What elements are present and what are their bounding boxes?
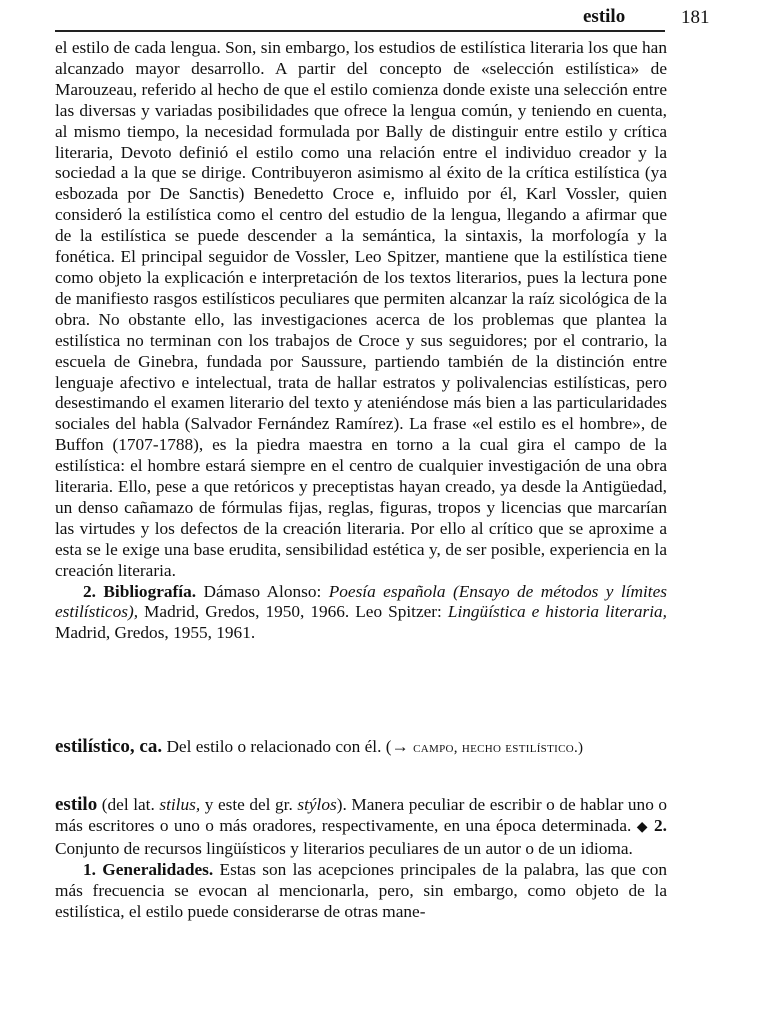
continuation-paragraph: el estilo de cada lengua. Son, sin embargo, los estudios de estilística literaria los que han alcanzado mayor desarrollo. A partir del concepto de «selección estilística» de Marouzeau, referido al hecho de que el estilo comienza donde existe una selección entre las diversas y variadas posibilidades que ofrece la lengua común, y teniendo en cuenta, al mismo tiempo, la necesidad formulada por Bally de distinguir entre estilo y crítica literaria, Devoto definió el estilo como una relación entre el individuo creador y la sociedad a la que se dirige. Contribuyeron asimismo al éxito de la crítica estilística (ya esbozada por De Sanctis) Benedetto Croce e, influido por él, Karl Vossler, quien consideró la estilística como el centro del estudio de la lengua, llegando a afirmar que de la estilística se puede descender a la semántica, la sintaxis, la morfología y la fonética. El principal seguidor de Vossler, Leo Spitzer, mantiene que la estilística tiene como objeto la explicación e interpretación de los textos literarios, pues la lectura pone de manifiesto rasgos estilísticos peculiares que permiten alcanzar la raíz sicológica de la obra. No obstante ello, las investigaciones acerca de los problemas que plantea la estilística no terminan con los trabajos de Croce y sus seguidores; por el contrario, la escuela de Ginebra, fundada por Saussure, partiendo también de la distinción entre lenguaje afectivo e intelectual, trata de hallar estratos y polivalencias estilísticas, pero desestimando el examen literario del texto y ateniéndose más bien a las particularidades sociales del habla (Salvador Fernández Ramírez). La frase «el estilo es el hombre», de Buffon (1707-1788), es la piedra maestra en torno a la cual gira el campo de la estilística: el hombre estará siempre en el centro de cualquier investigación de una obra literaria. Ello, pese a que retóricos y preceptistas hayan creado, ya desde la Antigüedad, un denso cañamazo de fórmulas fijas, reglas, figuras, tropos y licencias que marcarían las virtudes y los defectos de la creación literaria. Por ello al crítico que se aproxime a esta se le exige una base erudita, sensibilidad estética y, de ser posible, experiencia en la creación literaria. [55, 38, 667, 580]
section-heading: Generalidades. [102, 859, 214, 879]
estilo-definition-paragraph [55, 795, 667, 860]
bibliography-heading: Bibliografía. [103, 581, 197, 601]
bibliography-number: 2. [83, 581, 96, 601]
page-header [55, 4, 710, 34]
etymology-open: (del lat. [101, 795, 155, 814]
bibliography-author-2: Leo Spitzer: [355, 602, 442, 622]
bibliography-publication-2: Madrid, Gredos, 1955, 1961. [55, 623, 256, 643]
etymology-close: ). [336, 795, 347, 814]
definition-sense-1: Manera peculiar de escribir o de hablar uno o más escritores o uno o más oradores, respectivamente, en una época determinada. [55, 795, 668, 835]
bibliography-title-2: Lingüística e historia literaria, [447, 602, 667, 622]
definition-estilistico: Del estilo o relacionado con él. (→ [166, 737, 409, 756]
estilistica-continuation [55, 38, 667, 644]
bibliography-publication-1: Madrid, Gredos, 1950, 1966. [144, 602, 350, 622]
section-number: 1. [83, 859, 96, 879]
entry-estilo [55, 795, 667, 922]
etymology-latin: stilus, [159, 795, 201, 814]
page-number: 181 [681, 7, 710, 28]
headword-estilistico: estilístico, ca. [55, 736, 163, 757]
header-rule [55, 30, 665, 32]
sense-marker-diamond: ◆ [636, 819, 649, 835]
definition-sense-2: Conjunto de recursos lingüísticos y literarios peculiares de un autor o de un idioma. [55, 838, 633, 858]
bibliography-author-1: Dámaso Alonso: [203, 581, 322, 601]
bibliography-title-1: Poesía española (Ensayo de métodos y límites estilísticos), [55, 581, 667, 622]
etymology-mid: y este del gr. [204, 795, 293, 814]
generalidades-paragraph [55, 860, 667, 923]
bibliography-paragraph [55, 582, 667, 645]
headword-estilo: estilo [55, 794, 98, 815]
crossref-estilistico: campo, hecho estilístico.) [413, 740, 584, 756]
section-text: Estas son las acepciones principales de la palabra, las que con más frecuencia se evocan al mencionarla, pero, sin embargo, como objeto de la estilística, el estilo puede considerarse de otras mane- [55, 859, 668, 921]
entry-estilistico [55, 737, 667, 759]
sense-2-number: 2. [654, 815, 667, 835]
etymology-greek: stýlos [297, 795, 337, 814]
running-head: estilo [583, 6, 626, 27]
